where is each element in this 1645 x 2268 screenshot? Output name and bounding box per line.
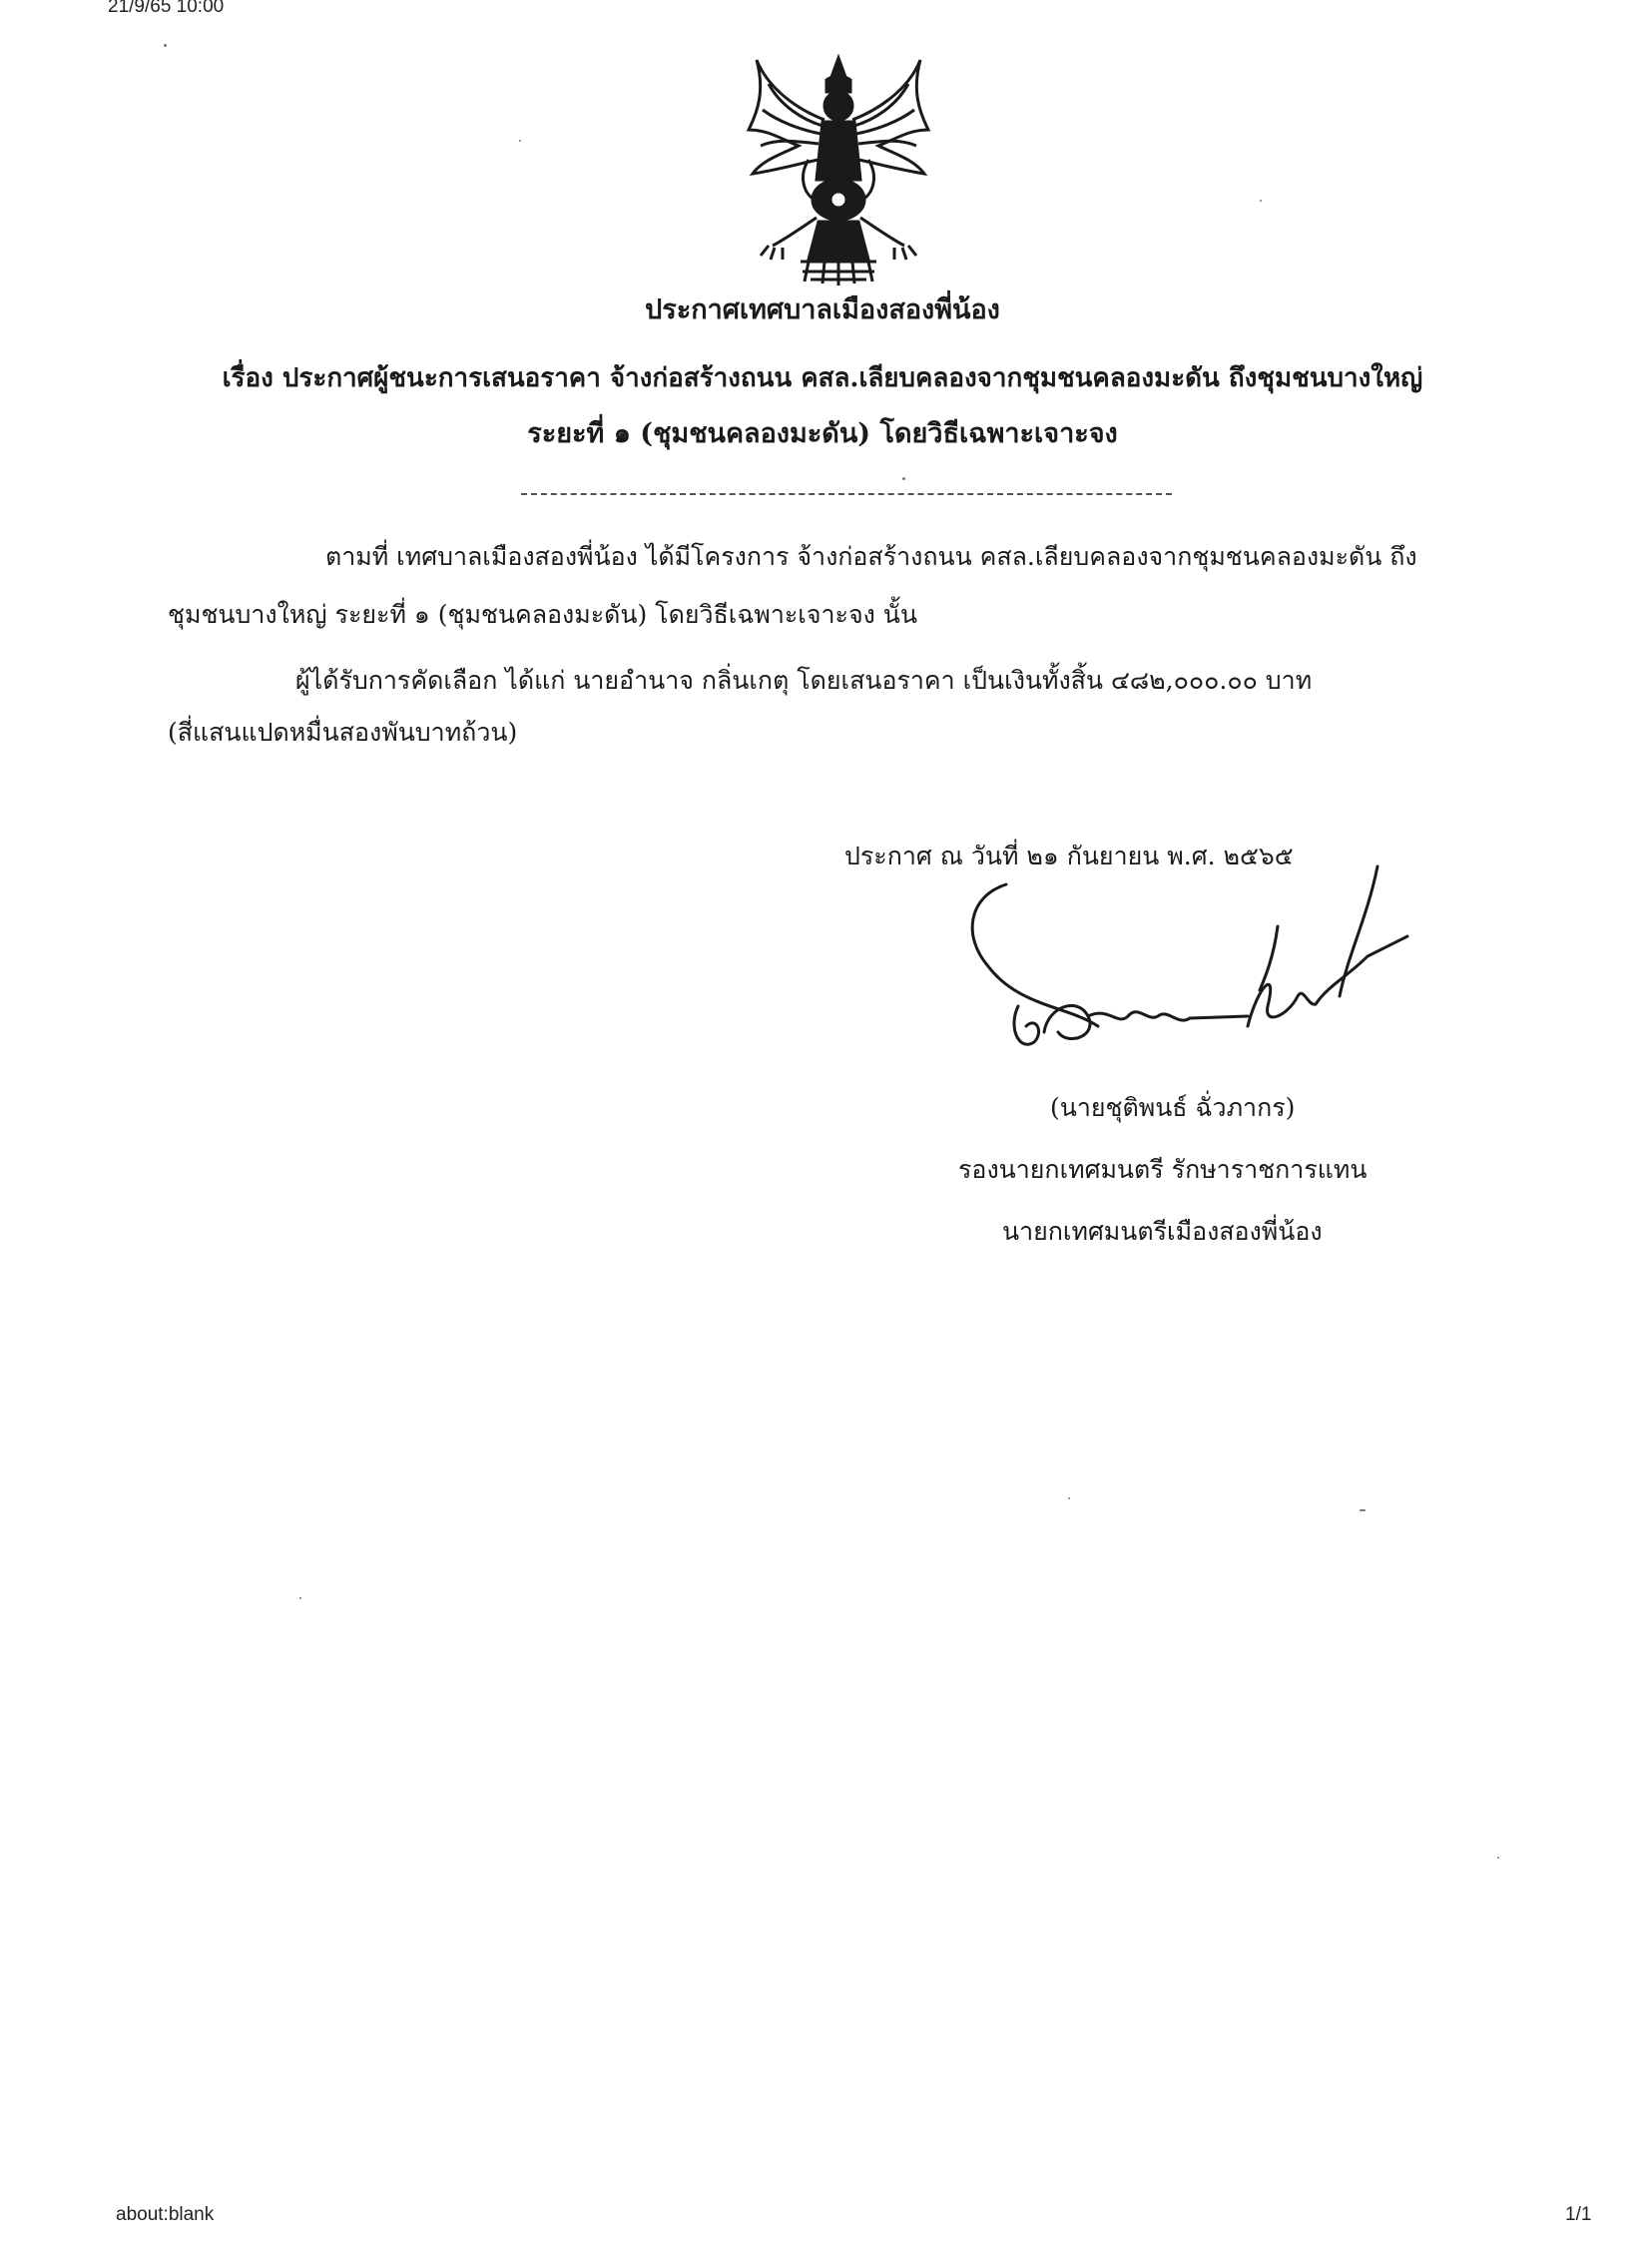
body-paragraph2-line2: (สี่แสนแปดหมื่นสองพันบาทถ้วน): [168, 718, 518, 747]
scan-speck: [519, 140, 521, 142]
scan-speck: [164, 44, 167, 47]
print-page-number: 1/1: [1565, 2204, 1592, 2225]
scan-speck: [299, 1597, 301, 1599]
garuda-emblem-icon: [739, 50, 938, 289]
body-paragraph1-line2: ชุมชนบางใหญ่ ระยะที่ ๑ (ชุมชนคลองมะดัน) โดยวิธีเฉพาะเจาะจง นั้น: [168, 600, 917, 629]
announcement-subject-line2: ระยะที่ ๑ (ชุมชนคลองมะดัน) โดยวิธีเฉพาะเจาะจง: [527, 418, 1118, 449]
handwritten-signature-icon: [948, 856, 1427, 1076]
signer-position-line1: รองนายกเทศมนตรี รักษาราชการแทน: [958, 1155, 1368, 1184]
print-datetime: 21/9/65 10:00: [108, 0, 225, 17]
announcement-subject: เรื่อง ประกาศผู้ชนะการเสนอราคา จ้างก่อสร้างถนน คสล.เลียบคลองจากชุมชนคลองมะดัน ถึงชุมชนบางใหญ่: [222, 363, 1423, 393]
signer-name: (นายชุติพนธ์ ฉั่วภากร): [1050, 1093, 1296, 1122]
announcement-date: ประกาศ ณ วันที่ ๒๑ กันยายน พ.ศ. ๒๕๖๕: [844, 842, 1294, 870]
announcement-organization: ประกาศเทศบาลเมืองสองพี่น้อง: [645, 294, 1000, 325]
signer-position-line2: นายกเทศมนตรีเมืองสองพี่น้อง: [1002, 1217, 1323, 1246]
print-url: about:blank: [116, 2204, 215, 2225]
scan-speck: [1497, 1857, 1499, 1859]
scan-speck: [902, 477, 905, 480]
scan-speck: [1360, 1509, 1366, 1511]
body-paragraph2-line1: ผู้ได้รับการคัดเลือก ได้แก่ นายอำนาจ กลิ่นเกตุ โดยเสนอราคา เป็นเงินทั้งสิ้น ๔๘๒,๐๐๐.๐๐ บาท: [295, 666, 1313, 695]
scan-speck: [1068, 1497, 1070, 1499]
scan-speck: [1260, 200, 1262, 202]
dashed-divider: [521, 493, 1172, 495]
body-paragraph1-line1: ตามที่ เทศบาลเมืองสองพี่น้อง ได้มีโครงการ จ้างก่อสร้างถนน คสล.เลียบคลองจากชุมชนคลองมะดัน ถึง: [325, 542, 1417, 571]
